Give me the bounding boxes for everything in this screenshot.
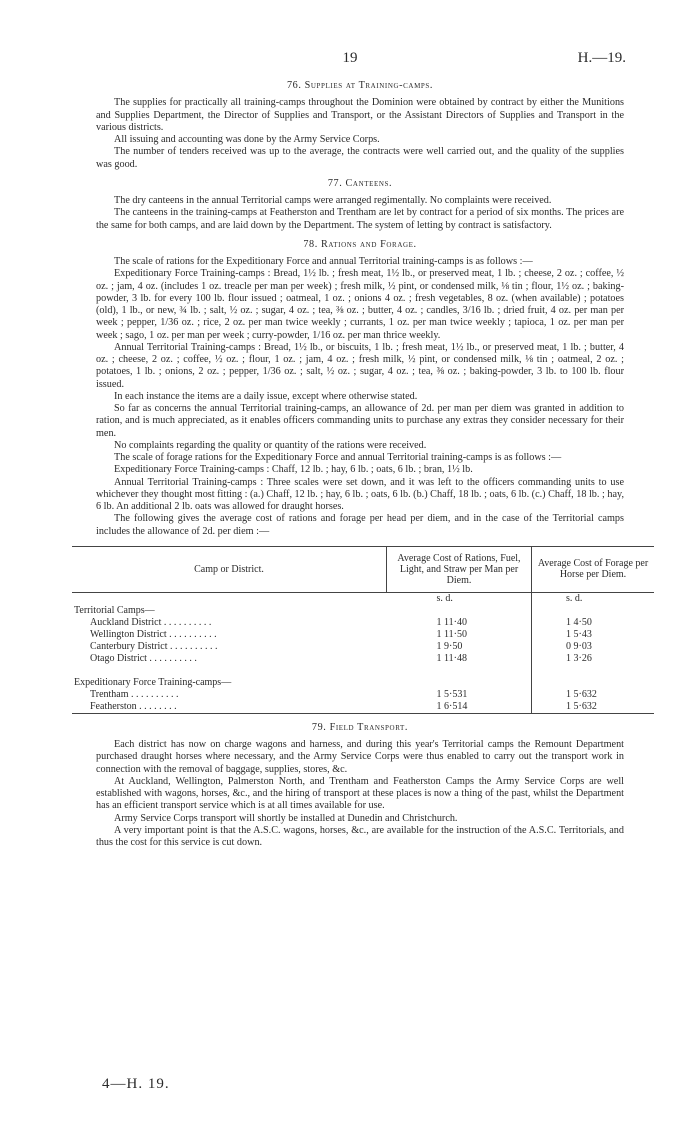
- section-78-paragraph: The scale of forage rations for the Expeditionary Force and annual Territorial training-camps is as follows :—: [114, 452, 562, 463]
- section-76-paragraph: The supplies for practically all training-camps throughout the Dominion were obtained by contract by either the Munitions and Supplies Department, the Director of Supplies and Transport, or the Assistant Directors of Supplies and Transport in the various districts.: [96, 97, 624, 133]
- cost-table: [72, 546, 654, 714]
- section-77-heading: 77. Canteens.: [327, 177, 393, 189]
- table-group-label: Expeditionary Force Training-camps—: [74, 677, 232, 689]
- table-header-forage: Average Cost of Forage per Horse per Diem.: [532, 546, 655, 592]
- table-header-rations: Average Cost of Rations, Fuel, Light, and Straw per Man per Diem.: [387, 546, 532, 592]
- table-row: Otago District . . . . . . . . . . 1 11·48 1 3·26: [90, 653, 592, 665]
- section-78-paragraph: Expeditionary Force Training-camps : Chaff, 12 lb. ; hay, 6 lb. ; oats, 6 lb. ; bran, 1½ lb.: [114, 464, 473, 476]
- section-77-paragraph: The canteens in the training-camps at Featherston and Trentham are let by contract for a period of six months. The prices are the same for both camps, and are laid down by the Department. The system of letting by contract is satisfactory.: [96, 207, 624, 231]
- section-78-paragraph: No complaints regarding the quality or quantity of the rations were received.: [114, 439, 427, 451]
- table-row: Canterbury District . . . . . . . . . . 1 9·50 0 9·03: [90, 641, 592, 653]
- section-78-paragraph: Annual Territorial Training-camps : Bread, 1½ lb., or biscuits, 1 lb. ; fresh meat, 1½ lb., or preserved meat, 1 lb. ; butter, 4 oz. ; cheese, 2 oz. ; coffee, ½ oz. ; flour, 1 oz. ; jam, 4 oz. ; fresh milk, ½ pint, or condensed milk, ⅛ tin ; oatmeal, 2 oz. ; potatoes, 1 lb. ; onions, 2 oz. ; pepper, 1/36 oz. ; salt, ½ oz. ; sugar, 4 oz. ; tea, ⅜ oz. ; baking-powder, 3 lb. to 100 lb. flour issued.: [96, 341, 624, 390]
- section-78-paragraph: The following gives the average cost of rations and forage per head per diem, and in the case of the Territorial camps includes the allowance of 2d. per diem :—: [96, 513, 624, 537]
- section-79-heading: 79. Field Transport.: [311, 721, 409, 733]
- table-row: Wellington District . . . . . . . . . . 1 11·50 1 5·43: [90, 629, 592, 641]
- section-78-paragraph: Annual Territorial Training-camps : Three scales were set down, and it was left to the officers commanding units to use whichever they thought most fitting : (a.) Chaff, 12 lb. ; hay, 6 lb. ; oats, 6 lb. (b.) Chaff, 18 lb. ; oats, 6 lb. (c.) Chaff, 18 lb. ; hay, 6 lb. An additional 2 lb. oats was allowed for draught horses.: [96, 476, 624, 512]
- document-reference: H.—19.: [577, 50, 626, 66]
- section-76-heading: 76. Supplies at Training-camps.: [286, 80, 434, 91]
- table-row: Trentham . . . . . . . . . . 1 5·531 1 5·632: [90, 689, 597, 701]
- table-row: Auckland District . . . . . . . . . . 1 11·40 1 4·50: [90, 617, 592, 629]
- document-body: [74, 78, 649, 849]
- section-78-paragraph: So far as concerns the annual Territorial training-camps, an allowance of 2d. per man per diem was granted in addition to ration, and is much appreciated, as it enables officers commanding units to purchase any extras they consider necessary for their men.: [96, 403, 624, 439]
- section-78-paragraph: Expeditionary Force Training-camps : Bread, 1½ lb. ; fresh meat, 1½ lb., or preserved meat, 1 lb. ; cheese, 2 oz. ; coffee, ½ oz. ; jam, 4 oz. (includes 1 oz. treacle per man per week) ; fresh milk, ½ pint, or condensed milk, ⅛ tin ; flour, 1½ oz. ; baking-powder, 3 lb. for every 100 lb. flour issued ; oatmeal, 1 oz. ; onions 4 oz. ; fresh vegetables, 8 oz. (when available) ; potatoes (old), 1 lb., or new, ¾ lb. ; salt, ½ oz. ; sugar, 4 oz. ; tea, ⅜ oz. ; butter, 4 oz. ; candles, 3/16 lb. ; dried fruit, 4 oz. per man per week ; pepper, 1/36 oz. ; rice, 2 oz. per man twice weekly ; currants, 1 oz. per man twice weekly ; tapioca, 1 oz. per man per week ; sago, 1 oz. per man per week ; curry-powder, 1/16 oz. per man thrice weekly.: [96, 268, 624, 341]
- section-78-paragraph: In each instance the items are a daily issue, except where otherwise stated.: [114, 390, 418, 402]
- units-label: s. d.: [566, 593, 583, 605]
- page-number: 19: [342, 50, 358, 66]
- table-header-camp: Camp or District.: [72, 546, 387, 592]
- section-79-paragraph: A very important point is that the A.S.C. wagons, horses, &c., are available for the instruction of the A.S.C. Territorials, and thus the cost for this service is cut down.: [96, 824, 624, 848]
- section-79-paragraph: Army Service Corps transport will shortly be installed at Dunedin and Christchurch.: [114, 812, 458, 824]
- section-79-paragraph: At Auckland, Wellington, Palmerston North, and Trentham and Featherston Camps the Army Service Corps are well established with wagons, horses, &c., and the hiring of transport at these places is now a thing of the past, whilst the Department has an efficient transport service which is at all times available for use.: [96, 775, 624, 812]
- section-78-heading: 78. Rations and Forage.: [303, 238, 417, 250]
- table-group-label: Territorial Camps—: [74, 605, 155, 617]
- section-78-paragraph: The scale of rations for the Expeditionary Force and annual Territorial training-camps is as follows :—: [114, 256, 533, 267]
- section-77-paragraph: The dry canteens in the annual Territorial camps were arranged regimentally. No complaints were received.: [114, 195, 552, 206]
- units-label: s. d.: [387, 592, 532, 605]
- section-76-paragraph: The number of tenders received was up to the average, the contracts were well carried out, and the quality of the supplies was good.: [96, 146, 624, 170]
- signature-mark: 4—H. 19.: [102, 1076, 170, 1092]
- section-76-paragraph: All issuing and accounting was done by the Army Service Corps.: [114, 134, 380, 145]
- table-row: Featherston . . . . . . . . 1 6·514 1 5·632: [72, 701, 654, 714]
- section-79-paragraph: Each district has now on charge wagons and harness, and during this year's Territorial camps the Remount Department purchased draught horses where necessary, and the Army Service Corps were thus enabled to carry out the transport work in connection with the removal of baggage, supplies, stores, &c.: [96, 739, 624, 775]
